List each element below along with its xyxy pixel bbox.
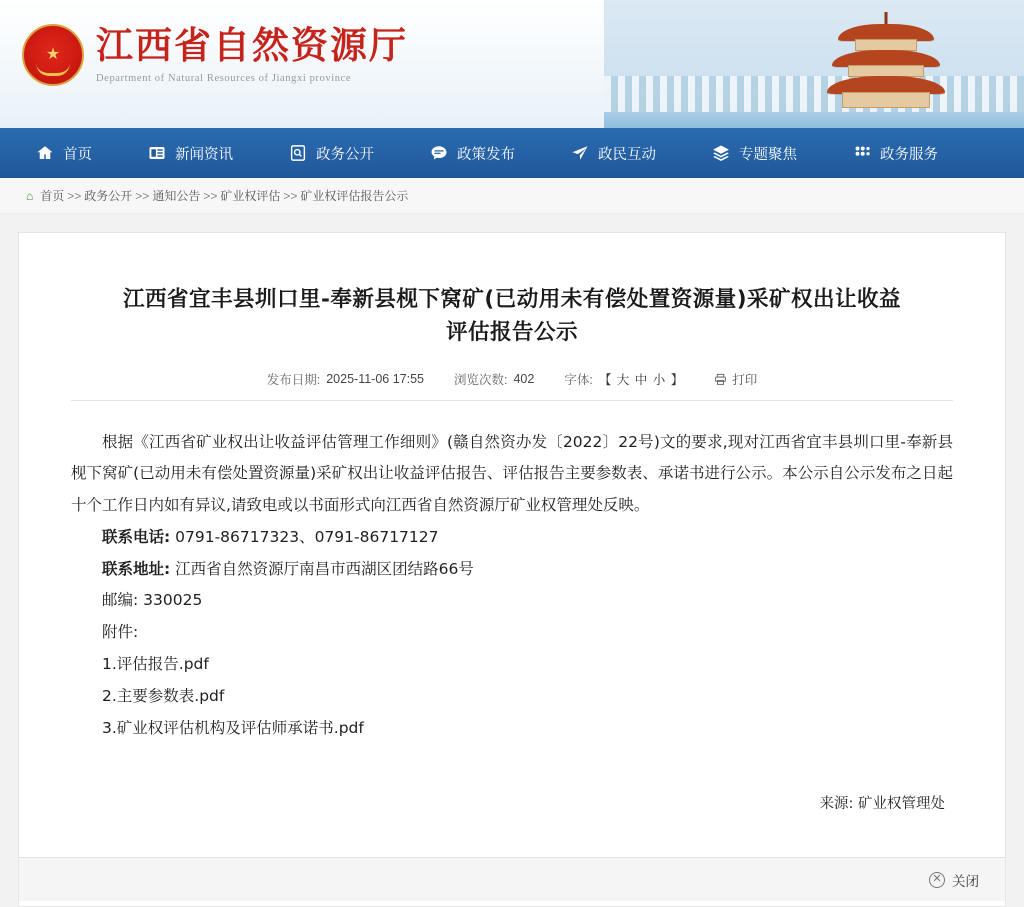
nav-item-special-topics[interactable] [712, 143, 797, 164]
article-body [71, 427, 953, 745]
document-search-icon [289, 144, 307, 162]
source-value: 矿业权管理处 [858, 796, 945, 813]
article-paragraph: 根据《江西省矿业权出让收益评估管理工作细则》(赣自然资办发〔2022〕22号)文的要求,现对江西省宜丰县圳口里-奉新县枧下窝矿(已动用未有偿处置资源量)采矿权出让收益评估报告、评估报告主要参数表、承诺书进行公示。本公示自公示发布之日起十个工作日内如有异议,请致电或以书面形式向江西省自然资源厅矿业权管理处反映。 [71, 432, 953, 515]
attachments-label: 附件: [102, 623, 139, 642]
banner-skyline-art [604, 0, 1024, 128]
site-title-en: Department of Natural Resources of Jiangxi province [96, 72, 352, 84]
publish-date [267, 370, 424, 388]
contact-phone-label: 联系电话: [102, 527, 171, 546]
site-title [96, 26, 408, 84]
breadcrumb-item-0[interactable]: 首页 [40, 189, 65, 203]
view-count [454, 370, 534, 388]
home-icon [36, 144, 54, 162]
breadcrumb-item-2[interactable]: 通知公告 [152, 189, 201, 203]
close-circle-icon: ✕ [929, 872, 945, 888]
attachment-link[interactable]: 1.评估报告.pdf [102, 654, 209, 673]
close-label: 关闭 [952, 873, 979, 889]
source-label: 来源: [819, 796, 854, 813]
nav-label: 新闻资讯 [175, 146, 233, 163]
contact-phone [71, 522, 953, 554]
contact-address-value: 江西省自然资源厅南昌市西湖区团结路66号 [175, 559, 474, 578]
breadcrumb-item-3[interactable]: 矿业权评估 [220, 189, 281, 203]
print-label: 打印 [732, 372, 758, 387]
breadcrumb [0, 178, 1024, 214]
publish-date-label: 发布日期: [266, 372, 321, 387]
font-size-options[interactable]: 【 大 中 小 】 [598, 372, 685, 387]
font-size-label: 字体: [564, 372, 593, 387]
view-count-value: 402 [513, 371, 535, 386]
nav-label: 专题聚焦 [739, 146, 797, 163]
paper-plane-icon [571, 144, 589, 162]
contact-postcode-value: 330025 [143, 591, 203, 610]
nav-label: 政务公开 [316, 146, 374, 163]
layers-icon [712, 144, 730, 162]
article-footer [19, 857, 1005, 901]
breadcrumb-item-4[interactable]: 矿业权评估报告公示 [300, 189, 409, 203]
breadcrumb-item-1[interactable]: 政务公开 [84, 189, 133, 203]
contact-address [71, 554, 953, 586]
contact-address-label: 联系地址: [102, 559, 171, 578]
main-navigation [0, 128, 1024, 178]
nav-label: 政策发布 [457, 146, 515, 163]
article-source [71, 792, 953, 813]
breadcrumb-separator: >> [203, 188, 218, 203]
nav-label: 政务服务 [880, 146, 938, 163]
nav-item-government-services[interactable] [853, 143, 938, 164]
font-size-control[interactable] [564, 370, 684, 388]
attachment-item[interactable] [71, 681, 953, 713]
contact-postcode [71, 585, 953, 617]
nav-label: 政民互动 [598, 146, 656, 163]
nav-item-policy-release[interactable] [430, 143, 515, 164]
nav-item-public-interaction[interactable] [571, 143, 656, 164]
breadcrumb-separator: >> [135, 188, 150, 203]
nav-item-home[interactable] [36, 143, 92, 164]
attachment-link[interactable]: 3.矿业权评估机构及评估师承诺书.pdf [102, 718, 364, 737]
grid-icon [853, 144, 871, 162]
page-title: 江西省宜丰县圳口里-奉新县枧下窝矿(已动用未有偿处置资源量)采矿权出让收益评估报告公示 [122, 287, 902, 346]
attachment-item[interactable] [71, 649, 953, 681]
breadcrumb-separator: >> [67, 188, 82, 203]
article-card [18, 232, 1006, 907]
chat-icon [430, 144, 448, 162]
home-small-icon: ⌂ [26, 188, 34, 203]
publish-date-value: 2025-11-06 17:55 [326, 371, 424, 386]
article-meta [71, 370, 953, 401]
page-body [0, 214, 1024, 907]
site-banner [0, 0, 1024, 128]
print-button[interactable] [714, 370, 757, 388]
view-count-label: 浏览次数: [454, 372, 508, 387]
site-title-cn: 江西省自然资源厅 [96, 24, 408, 67]
tengwang-pavilion-illustration [826, 20, 946, 116]
attachment-link[interactable]: 2.主要参数表.pdf [102, 686, 225, 705]
contact-phone-value: 0791-86717323、0791-86717127 [175, 527, 439, 546]
nav-item-news[interactable] [148, 143, 233, 164]
nav-item-government-affairs[interactable] [289, 143, 374, 164]
contact-postcode-label: 邮编: [102, 591, 139, 610]
news-icon [148, 144, 166, 162]
national-emblem-icon: ★ [22, 24, 84, 86]
breadcrumb-separator: >> [283, 188, 298, 203]
close-button[interactable] [929, 870, 979, 890]
attachment-item[interactable] [71, 713, 953, 745]
printer-icon [714, 373, 727, 385]
nav-label: 首页 [63, 146, 92, 163]
